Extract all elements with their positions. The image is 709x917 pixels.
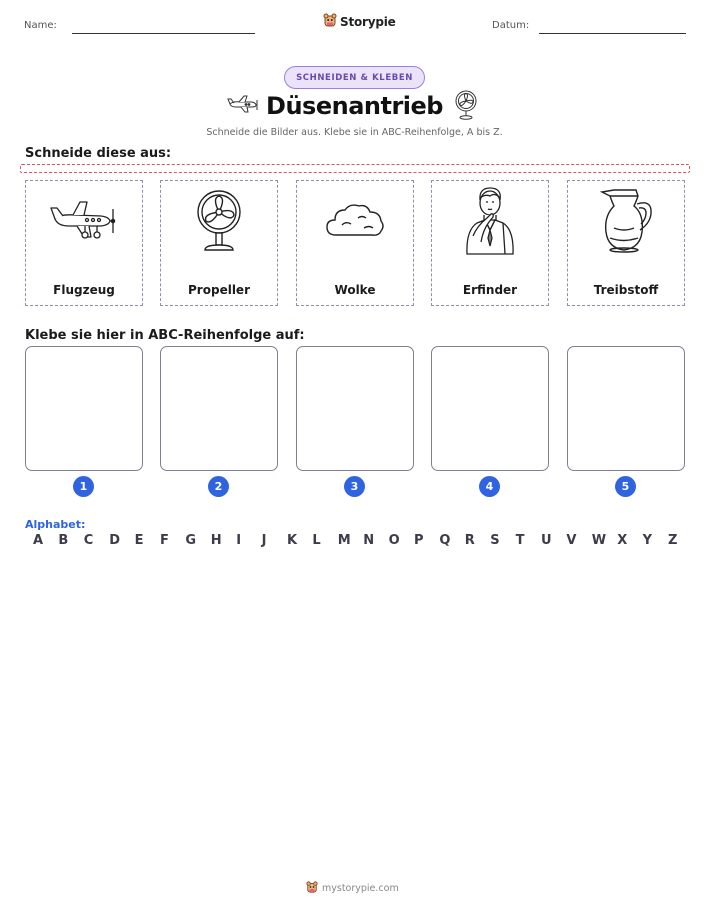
fan-icon <box>161 187 277 255</box>
instructions: Schneide die Bilder aus. Klebe sie in ABC-Reihenfolge, A bis Z. <box>206 127 503 138</box>
page-title: Düsenantrieb <box>266 92 443 120</box>
alphabet-letter: P <box>414 533 424 548</box>
alphabet-letter: E <box>134 533 144 548</box>
cut-section-label: Schneide diese aus: <box>25 146 172 161</box>
alphabet-letter: X <box>617 533 628 548</box>
storypie-mascot-icon <box>306 879 318 898</box>
alphabet-letter: Y <box>642 533 653 548</box>
paste-box-2[interactable] <box>160 346 278 471</box>
slot-number-5: 5 <box>615 476 636 497</box>
alphabet-letter: F <box>160 533 169 548</box>
alphabet-letter: D <box>109 533 120 548</box>
name-label: Name: <box>24 20 57 31</box>
card-word: Treibstoff <box>593 283 659 297</box>
footer-site[interactable]: mystorypie.com <box>322 882 399 894</box>
alphabet-letter: G <box>185 533 197 548</box>
slot-number-3: 3 <box>344 476 365 497</box>
cut-line <box>20 164 690 173</box>
slot-number-1: 1 <box>73 476 94 497</box>
slot-number-2: 2 <box>208 476 229 497</box>
alphabet-row <box>25 533 685 551</box>
paste-box-5[interactable] <box>567 346 685 471</box>
alphabet-letter: B <box>58 533 69 548</box>
alphabet-letter: V <box>566 533 577 548</box>
cut-card-propeller[interactable] <box>160 180 278 306</box>
name-field-line[interactable] <box>72 33 255 34</box>
alphabet-letter: S <box>490 533 500 548</box>
alphabet-letter: T <box>515 533 525 548</box>
alphabet-letter: W <box>591 533 607 548</box>
brand-name: Storypie <box>340 15 396 29</box>
alphabet-letter: Q <box>439 533 451 548</box>
alphabet-letter: J <box>261 533 267 548</box>
footer <box>306 880 399 896</box>
alphabet-letter: A <box>33 533 44 548</box>
date-label: Datum: <box>492 20 530 31</box>
card-word: Flugzeug <box>53 283 115 297</box>
date-field-line[interactable] <box>539 33 686 34</box>
cut-card-treibstoff[interactable] <box>567 180 685 306</box>
alphabet-letter: N <box>363 533 375 548</box>
slot-number-4: 4 <box>479 476 500 497</box>
alphabet-letter: L <box>312 533 321 548</box>
card-word: Wolke <box>334 283 376 297</box>
alphabet-letter: O <box>388 533 400 548</box>
inventor-icon <box>432 187 548 255</box>
alphabet-letter: C <box>83 533 94 548</box>
cut-card-erfinder[interactable] <box>431 180 549 306</box>
worksheet-header <box>0 0 709 50</box>
paste-box-3[interactable] <box>296 346 414 471</box>
jug-icon <box>568 187 684 255</box>
alphabet-letter: I <box>236 533 242 548</box>
storypie-mascot-icon <box>323 12 337 32</box>
alphabet-letter: H <box>210 533 222 548</box>
airplane-icon <box>26 187 142 255</box>
fan-icon <box>453 90 479 124</box>
cut-card-wolke[interactable] <box>296 180 414 306</box>
cut-card-flugzeug[interactable] <box>25 180 143 306</box>
alphabet-letter: R <box>464 533 475 548</box>
alphabet-letter: M <box>337 533 351 548</box>
alphabet-letter: K <box>287 533 298 548</box>
storypie-logo <box>323 13 396 31</box>
card-word: Propeller <box>188 283 250 297</box>
paste-box-1[interactable] <box>25 346 143 471</box>
paste-box-4[interactable] <box>431 346 549 471</box>
activity-tag: SCHNEIDEN & KLEBEN <box>284 66 425 89</box>
alphabet-letter: Z <box>668 533 678 548</box>
alphabet-label: Alphabet: <box>25 518 86 531</box>
cloud-icon <box>297 187 413 255</box>
card-word: Erfinder <box>462 283 518 297</box>
paste-section-label: Klebe sie hier in ABC-Reihenfolge auf: <box>25 328 305 343</box>
alphabet-letter: U <box>541 533 552 548</box>
